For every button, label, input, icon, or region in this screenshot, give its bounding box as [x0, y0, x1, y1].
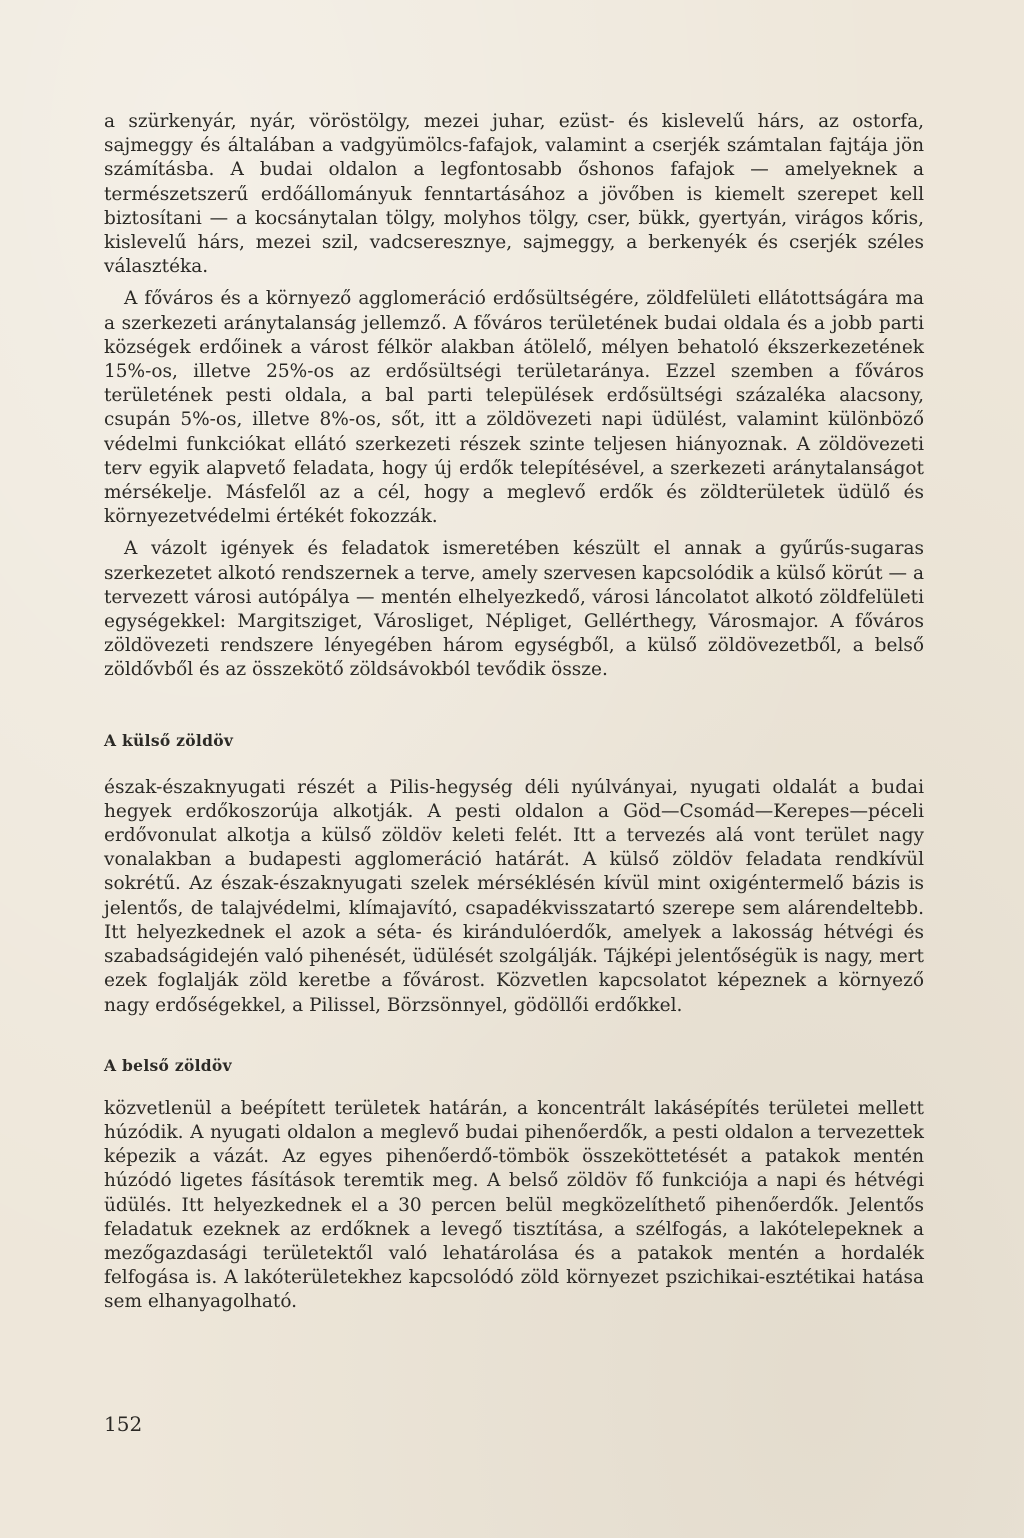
section-1-text: észak-északnyugati részét a Pilis-hegység déli nyúlványai, nyugati oldalát a budai hegyek erdőkoszorúja alkotják. A pesti oldalon a Göd—Csomád—Kerepes—péceli erdővonulat alkotja a külső zöldöv keleti felét. Itt a tervezés alá vont terület nagy vonalakban a budapesti agglomeráció határát. A külső zöldöv feladata rendkívül sokrétű. Az észak-északnyugati szelek mérséklésén kívül mint oxigéntermelő bázis is jelentős, de talajvédelmi, klímajavító, csapadékvisszatartó szerepe sem alárendeltebb. Itt helyezkednek el azok a séta- és kirándulóerdők, amelyek a lakosság hétvégi és szabadságidején való pihenését, üdülését szolgálják. Tájképi jelentőségük is nagy, mert ezek foglalják zöld keretbe a fővárost. Közvetlen kapcsolatot képeznek a környező nagy erdőségekkel, a Pilissel, Börzsönnyel, gödöllői erdőkkel. [104, 776, 924, 1016]
paragraph-1: a szürkenyár, nyár, vöröstölgy, mezei juhar, ezüst- és kislevelű hárs, az ostorfa, sajmeggy és általában a vadgyümölcs-fafajok, valamint a cserjék számtalan fajtája jön számításba. A budai oldalon a legfontosabb őshonos fafajok — amelyeknek a természetszerű erdőállományuk fenntartásához a jövőben is kiemelt szerepet kell biztosítani — a kocsánytalan tölgy, molyhos tölgy, cser, bükk, gyertyán, virágos kőris, kislevelű hárs, mezei szil, vadcseresznye, sajmeggy, a berkenyék és cserjék széles választéka. [104, 111, 924, 278]
section-2-text: közvetlenül a beépített területek határán, a koncentrált lakásépítés területei mellett húzódik. A nyugati oldalon a meglevő budai pihenőerdők, a pesti oldalon a tervezettek képezik a vázát. Az egyes pihenőerdő-tömbök összeköttetését a patakok mentén húzódó ligetes fásítások teremtik meg. A belső zöldöv fő funkciója a napi és hétvégi üdülés. Itt helyezkednek el a 30 percen belül megközelíthető pihenőerdők. Jelentős feladatuk ezeknek az erdőknek a levegő tisztítása, a szélfogás, a lakótelepeknek a mezőgazdasági területektől való lehatárolása és a patakok mentén a hordalék felfogása is. A lakóterületekhez kapcsolódó zöld környezet pszichikai-esztétikai hatása sem elhanyagolható. [104, 1097, 924, 1313]
section-title-inner-greenbelt: A belső zöldöv [104, 1055, 232, 1075]
page-number: 152 [104, 1412, 143, 1436]
text-column [104, 110, 924, 1315]
paragraph-3: A vázolt igények és feladatok ismeretében készült el annak a gyűrűs-sugaras szerkezetet alkotó rendszernek a terve, amely szervesen kapcsolódik a külső körút — a tervezett városi autópálya — mentén elhelyezkedő, városi láncolatot alkotó zöldfelületi egységekkel: Margitsziget, Városliget, Népliget, Gellérthegy, Városmajor. A főváros zöldövezeti rendszere lényegében három egységből, a külső zöldövezetből, a belső zöldővből és az összekötő zöldsávokból tevődik össze. [104, 538, 924, 681]
section-title-outer-greenbelt: A külső zöldöv [104, 730, 234, 750]
paragraph-2: A főváros és a környező agglomeráció erdősültségére, zöldfelületi ellátottságára ma a szerkezeti aránytalanság jellemző. A főváros területének budai oldala és a jobb parti községek erdőinek a várost félkör alakban átölelő, mélyen behatoló ékszerkezetének 15%-os, illetve 25%-os az erdősültségi területaránya. Ezzel szemben a főváros területének pesti oldala, a bal parti települések erdősültségi százaléka alacsony, csupán 5%-os, illetve 8%-os, sőt, itt a zöldövezeti napi üdülést, valamint különböző védelmi funkciókat ellátó szerkezeti részek szinte teljesen hiányoznak. A zöldövezeti terv egyik alapvető feladata, hogy új erdők telepítésével, a szerkezeti aránytalanságot mérsékelje. Másfelől az a cél, hogy a meglevő erdők és zöldterületek üdülő és környezetvédelmi értékét fokozzák. [104, 288, 924, 528]
